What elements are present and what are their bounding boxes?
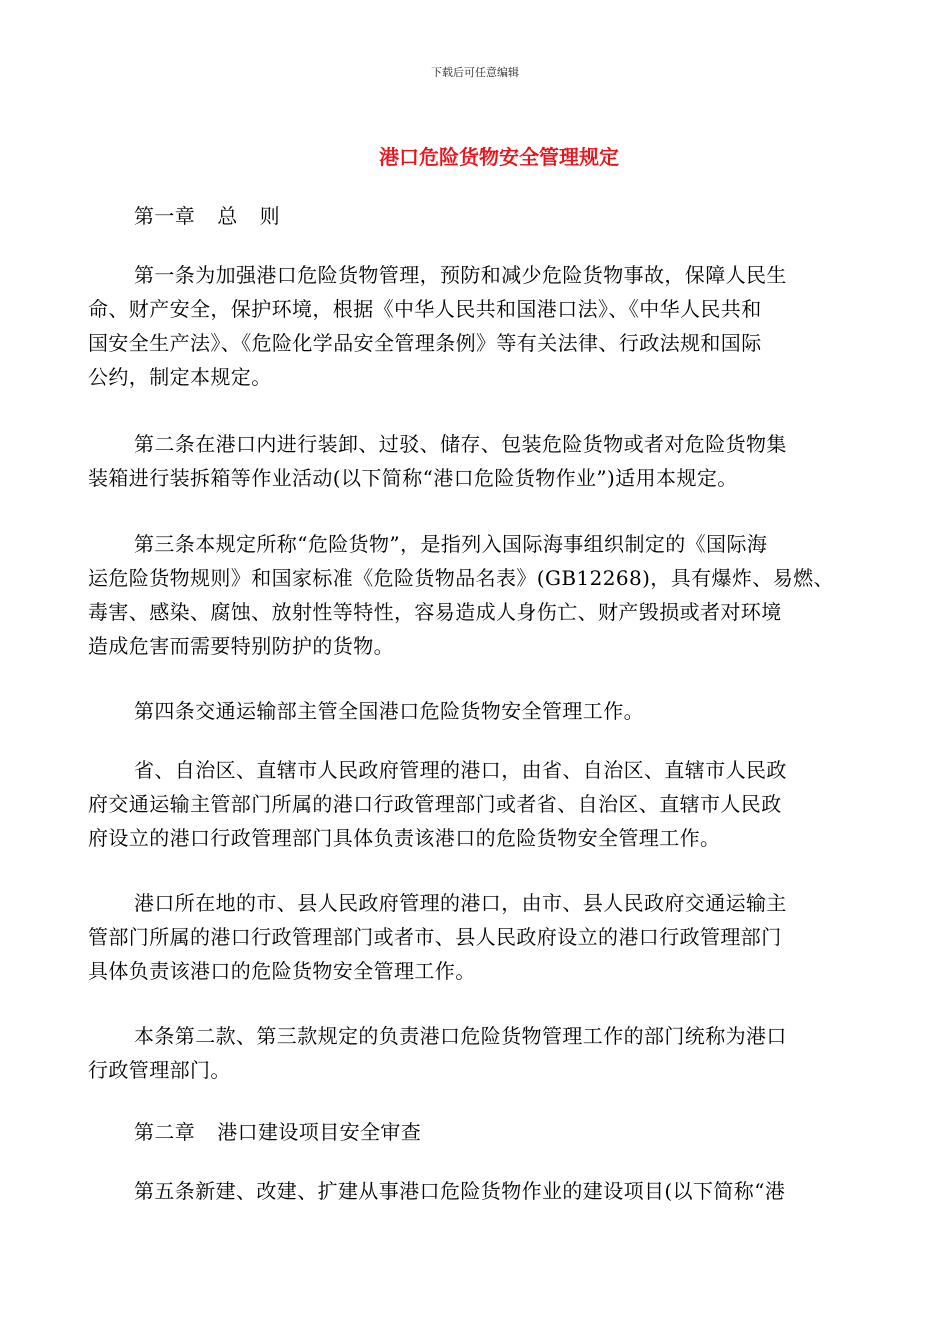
- paragraph-line: 本条第二款、第三款规定的负责港口危险货物管理工作的部门统称为港口: [134, 1024, 787, 1048]
- paragraph-line: 国安全生产法》、《危险化学品安全管理条例》等有关法律、行政法规和国际: [88, 331, 762, 355]
- paragraph-line: 运危险货物规则》和国家标准《危险货物品名表》(GB12268)，具有爆炸、易燃、: [88, 566, 834, 590]
- chapter-2-title: 港口建设项目安全审查: [217, 1120, 422, 1144]
- paragraph-line: 行政管理部门。: [88, 1058, 231, 1082]
- paragraph-line: 省、自治区、直辖市人民政府管理的港口，由省、自治区、直辖市人民政: [134, 758, 787, 782]
- paragraph-line: 造成危害而需要特别防护的货物。: [88, 634, 394, 658]
- article-4-clause-4: [88, 1019, 868, 1087]
- chapter-1-word-2: 则: [259, 204, 281, 228]
- article-3-paragraph: [88, 527, 868, 663]
- article-4-paragraph: [88, 694, 868, 728]
- chapter-2-label: 第二章: [134, 1120, 196, 1144]
- article-4-clause-3: [88, 886, 868, 988]
- paragraph-line: 毒害、感染、腐蚀、放射性等特性，容易造成人身伤亡、财产毁损或者对环境: [88, 600, 782, 624]
- chapter-1-label: 第一章: [134, 204, 196, 228]
- paragraph-line: 第二条在港口内进行装卸、过驳、储存、包装危险货物或者对危险货物集: [134, 432, 787, 456]
- paragraph-line: 第一条为加强港口危险货物管理，预防和减少危险货物事故，保障人民生: [134, 263, 787, 287]
- paragraph-line: 管部门所属的港口行政管理部门或者市、县人民政府设立的港口行政管理部门: [88, 925, 782, 949]
- paragraph-line: 府交通运输主管部门所属的港口行政管理部门或者省、自治区、直辖市人民政: [88, 792, 782, 816]
- article-4-clause-2: [88, 753, 868, 855]
- paragraph-line: 府设立的港口行政管理部门具体负责该港口的危险货物安全管理工作。: [88, 826, 721, 850]
- document-title: 港口危险货物安全管理规定: [379, 145, 619, 169]
- chapter-2-heading: [134, 1115, 421, 1149]
- paragraph-line: 第三条本规定所称“危险货物”，是指列入国际海事组织制定的《国际海: [134, 532, 768, 556]
- paragraph-line: 装箱进行装拆箱等作业活动(以下简称“港口危险货物作业”)适用本规定。: [88, 466, 738, 490]
- paragraph-line: 命、财产安全，保护环境，根据《中华人民共和国港口法》、《中华人民共和: [88, 297, 762, 321]
- article-1-paragraph: [88, 258, 868, 394]
- paragraph-line: 第五条新建、改建、扩建从事港口危险货物作业的建设项目(以下简称“港: [134, 1179, 786, 1203]
- paragraph-line: 港口所在地的市、县人民政府管理的港口，由市、县人民政府交通运输主: [134, 891, 787, 915]
- header-note: 下载后可任意编辑: [431, 66, 519, 79]
- article-2-paragraph: [88, 427, 868, 495]
- chapter-1-heading: [134, 199, 280, 233]
- paragraph-line: 第四条交通运输部主管全国港口危险货物安全管理工作。: [134, 699, 644, 723]
- article-5-paragraph: [88, 1174, 868, 1208]
- chapter-1-word-1: 总: [217, 204, 238, 228]
- paragraph-line: 公约，制定本规定。: [88, 365, 272, 389]
- paragraph-line: 具体负责该港口的危险货物安全管理工作。: [88, 959, 476, 983]
